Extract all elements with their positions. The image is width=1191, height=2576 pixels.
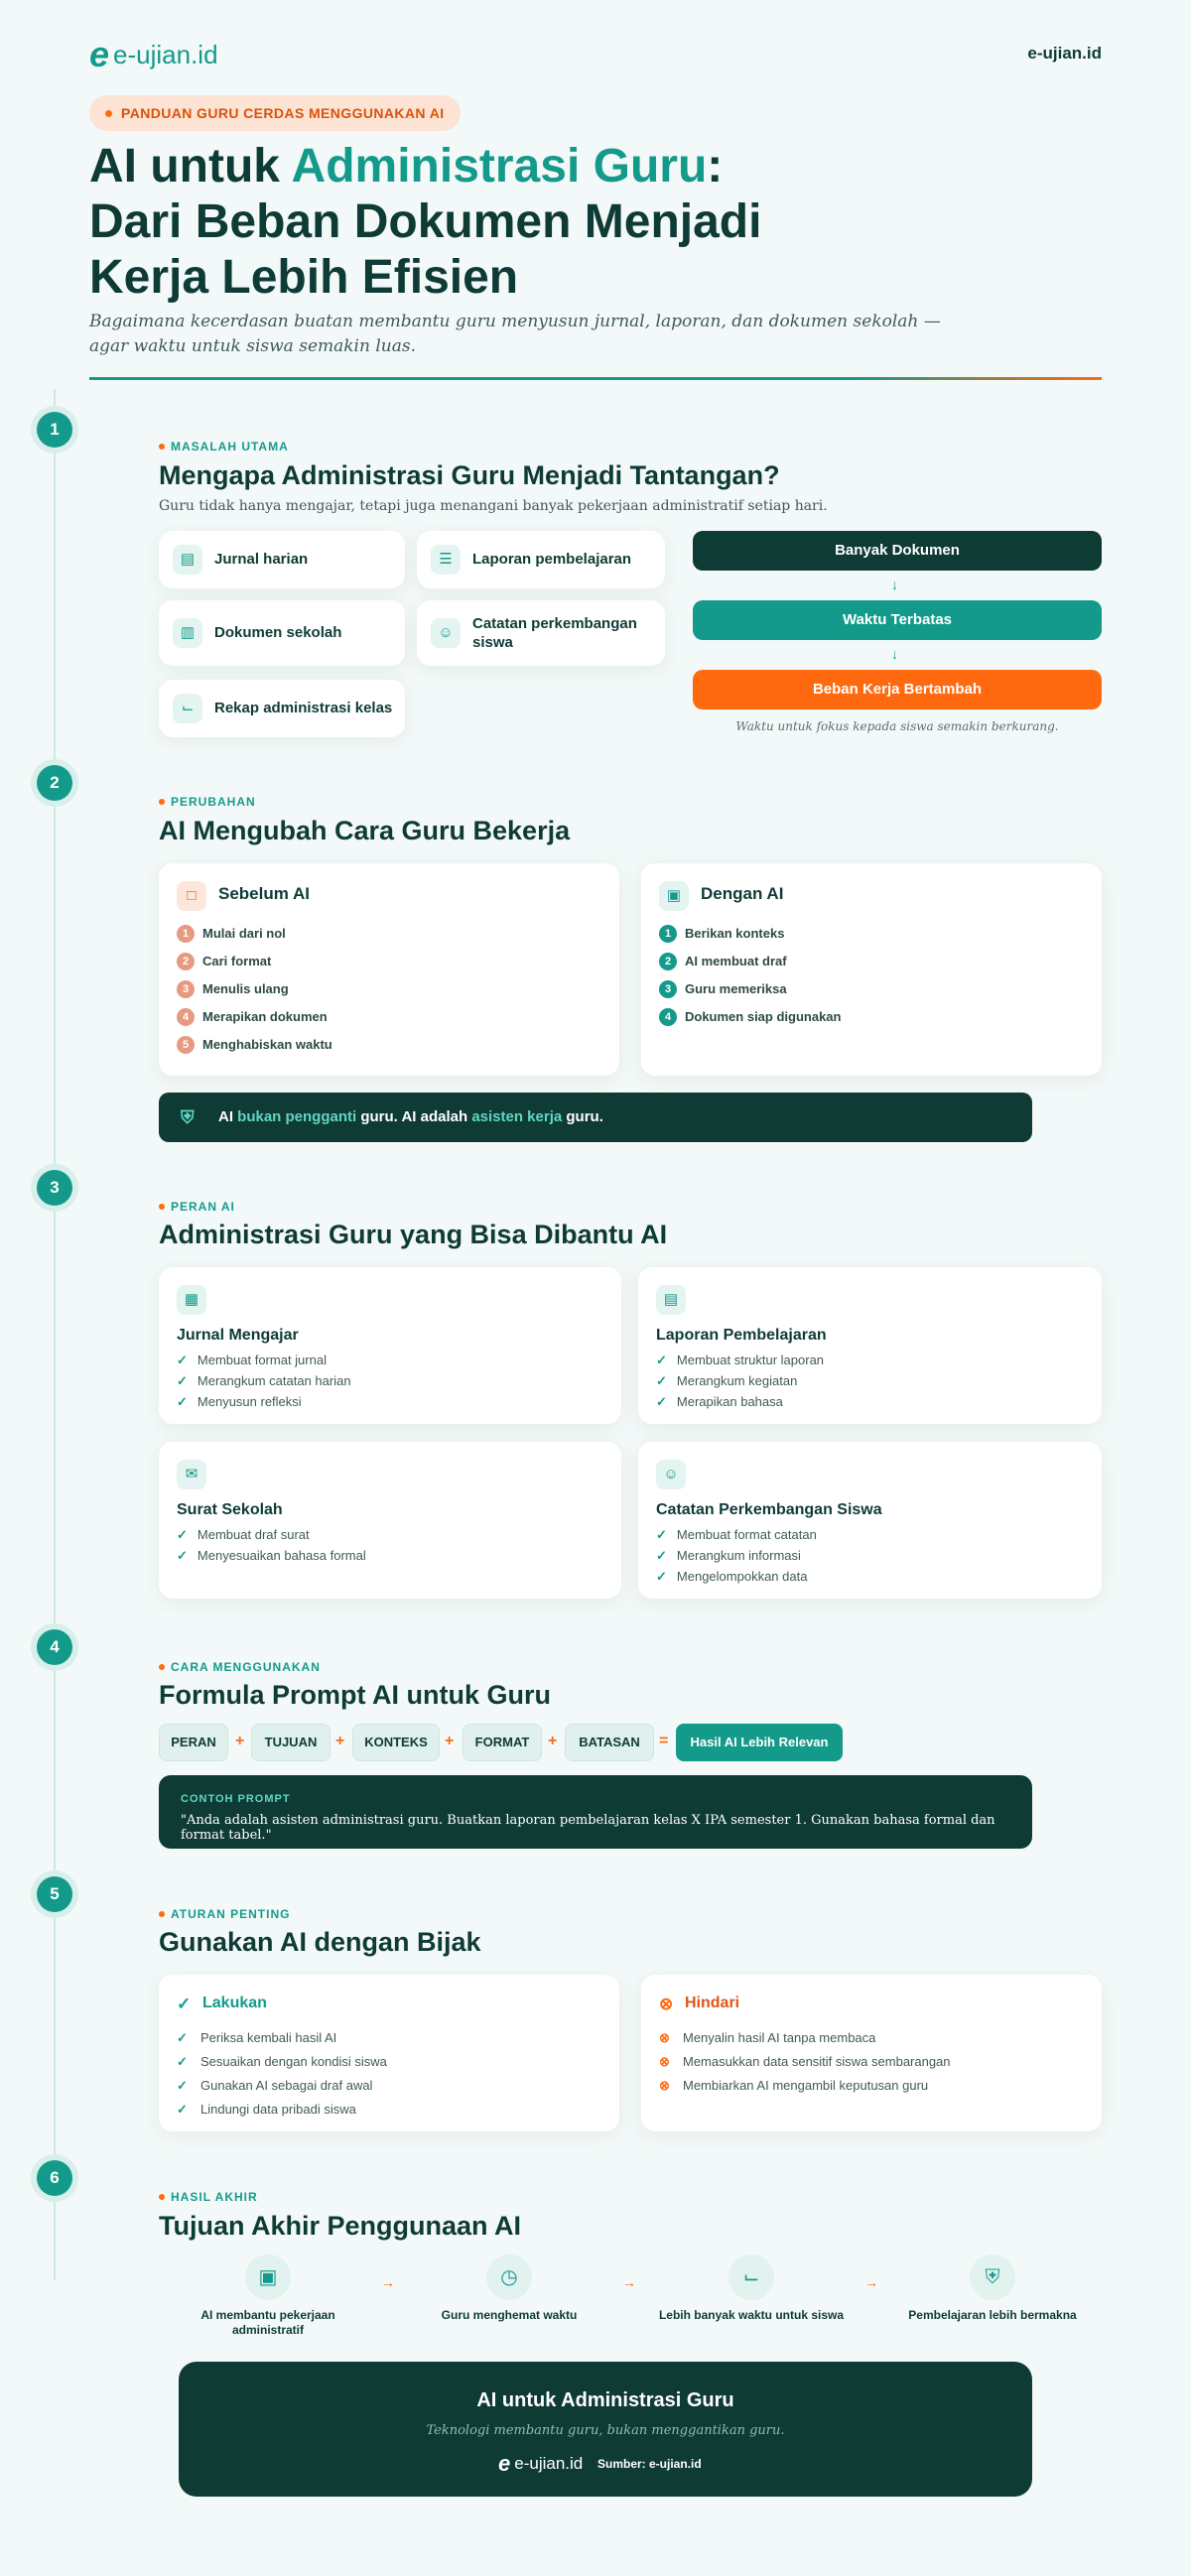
check-circle-icon: ✓	[177, 2078, 188, 2093]
footer-subtitle: Teknologi membantu guru, bukan menggantikan guru.	[426, 2423, 785, 2438]
step-badge-6: 6	[37, 2160, 72, 2196]
card-title: Lakukan	[202, 1995, 267, 2011]
title-highlight: Administrasi Guru	[291, 140, 708, 193]
formula-chip: FORMAT	[463, 1724, 542, 1761]
goal-label: Lebih banyak waktu untuk siswa	[658, 2308, 845, 2322]
card-title: Hindari	[685, 1995, 740, 2011]
footer-card	[179, 2362, 1032, 2497]
user-icon: ☺	[656, 1460, 686, 1489]
formula-result: Hasil AI Lebih Relevan	[676, 1724, 843, 1761]
step-label: Mulai dari nol	[202, 926, 286, 941]
rule-item: Membiarkan AI mengambil keputusan guru	[683, 2078, 929, 2093]
step-number: 1	[659, 925, 677, 943]
title-part: AI untuk	[89, 140, 292, 193]
role-card	[638, 1267, 1102, 1424]
task-card	[159, 531, 405, 588]
footer-logo[interactable]	[498, 2451, 583, 2477]
check-item: ✓ Merapikan bahasa	[656, 1394, 783, 1410]
task-card	[159, 600, 405, 666]
shield-check-icon: ⛨	[181, 1107, 195, 1127]
goal-label: Guru menghemat waktu	[441, 2308, 578, 2322]
card-title: Catatan Perkembangan Siswa	[656, 1501, 882, 1518]
formula-chip: BATASAN	[565, 1724, 654, 1761]
step-label: Merapikan dokumen	[202, 1009, 328, 1024]
down-arrow-icon: ↓	[891, 577, 898, 592]
x-circle-icon: ⊗	[659, 2054, 670, 2069]
step-label: Dokumen siap digunakan	[685, 1009, 842, 1024]
card-title: Sebelum AI	[218, 884, 310, 903]
plus-icon: +	[548, 1733, 558, 1749]
flow-caption: Waktu untuk fokus kepada siswa semakin berkurang.	[735, 719, 1059, 733]
logo-mark-icon: e	[498, 2451, 511, 2476]
down-arrow-icon: ↓	[891, 646, 898, 662]
section-4-kicker: CARA MENGGUNAKAN	[159, 1660, 321, 1674]
task-card	[159, 680, 405, 737]
step-badge-3: 3	[37, 1170, 72, 1206]
briefcase-icon: ▣	[245, 2254, 291, 2300]
task-card	[417, 531, 665, 588]
formula-chip: TUJUAN	[251, 1724, 331, 1761]
rule-item: Menyalin hasil AI tanpa membaca	[683, 2030, 876, 2045]
check-item: ✓ Membuat format catatan	[656, 1527, 817, 1543]
file-icon: ▤	[656, 1285, 686, 1315]
plus-icon: +	[445, 1733, 455, 1749]
goal-label: Pembelajaran lebih bermakna	[908, 2308, 1077, 2322]
card-title: Laporan Pembelajaran	[656, 1327, 827, 1344]
with-ai-card	[641, 863, 1102, 1076]
step-badge-2: 2	[37, 765, 72, 801]
section-5-title: Gunakan AI dengan Bijak	[159, 1927, 481, 1957]
logo-mark-icon: e	[89, 34, 110, 74]
x-circle-icon: ⊗	[659, 1995, 674, 2013]
chart-icon: ⌙	[173, 694, 202, 723]
right-arrow-icon: →	[864, 2274, 878, 2290]
step-number: 3	[177, 980, 195, 998]
list-icon: ☰	[431, 545, 461, 575]
doc-icon: ▥	[173, 618, 202, 648]
mail-icon: ✉	[177, 1460, 206, 1489]
title-line-2: Dari Beban Dokumen Menjadi	[89, 195, 762, 248]
section-3-title: Administrasi Guru yang Bisa Dibantu AI	[159, 1220, 668, 1249]
card-title: Jurnal Mengajar	[177, 1327, 299, 1344]
section-1-subtitle: Guru tidak hanya mengajar, tetapi juga menangani banyak pekerjaan administratif setiap hari.	[159, 498, 828, 514]
section-2-kicker: PERUBAHAN	[159, 795, 256, 809]
step-label: Berikan konteks	[685, 926, 785, 941]
right-arrow-icon: →	[381, 2274, 395, 2290]
plus-icon: +	[235, 1733, 245, 1749]
flow-step: Beban Kerja Bertambah	[693, 670, 1102, 709]
section-5-kicker: ATURAN PENTING	[159, 1907, 290, 1921]
step-label: Menghabiskan waktu	[202, 1037, 332, 1052]
step-number: 1	[177, 925, 195, 943]
briefcase-icon: ▣	[659, 881, 689, 911]
page-title	[89, 139, 983, 306]
check-circle-icon: ✓	[177, 2102, 188, 2117]
x-circle-icon: ⊗	[659, 2030, 670, 2045]
step-label: Cari format	[202, 954, 272, 968]
step-label: Guru memeriksa	[685, 981, 787, 996]
card-title: Surat Sekolah	[177, 1501, 283, 1518]
banner-text: guru.	[562, 1108, 603, 1125]
banner-text: AI	[218, 1108, 238, 1125]
footer-title: AI untuk Administrasi Guru	[476, 2389, 734, 2411]
role-card	[638, 1442, 1102, 1599]
check-circle-icon: ✓	[177, 2030, 188, 2045]
check-item: ✓ Membuat draf surat	[177, 1527, 310, 1543]
do-card	[159, 1975, 619, 2131]
logo[interactable]	[89, 34, 218, 74]
section-2-title: AI Mengubah Cara Guru Bekerja	[159, 816, 571, 845]
before-ai-card	[159, 863, 619, 1076]
ai-assistant-banner	[159, 1093, 1032, 1142]
hero-divider	[89, 377, 1102, 380]
step-label: Menulis ulang	[202, 981, 289, 996]
goal-label: AI membantu pekerjaan administratif	[200, 2308, 335, 2337]
section-1-title: Mengapa Administrasi Guru Menjadi Tantangan?	[159, 460, 780, 490]
guide-pill: PANDUAN GURU CERDAS MENGGUNAKAN AI	[89, 95, 461, 131]
task-card	[417, 600, 665, 666]
title-line-3: Kerja Lebih Efisien	[89, 251, 519, 304]
step-badge-1: 1	[37, 412, 72, 448]
footer-source: Sumber: e-ujian.id	[597, 2457, 702, 2471]
task-label: Jurnal harian	[214, 551, 309, 568]
rule-item: Memasukkan data sensitif siswa sembarangan	[683, 2054, 951, 2069]
clock-icon: ◷	[486, 2254, 532, 2300]
page-subtitle: Bagaimana kecerdasan buatan membantu guru menyusun jurnal, laporan, dan dokumen sekolah — agar waktu untuk siswa semakin luas.	[89, 312, 941, 356]
task-label: Catatan perkembangan siswa	[472, 615, 637, 651]
flow-step: Waktu Terbatas	[693, 600, 1102, 640]
check-circle-icon: ✓	[177, 2054, 188, 2069]
example-prompt-box	[159, 1775, 1032, 1849]
section-4-title: Formula Prompt AI untuk Guru	[159, 1680, 551, 1710]
check-circle-icon: ✓	[177, 1995, 192, 2013]
section-3-kicker: PERAN AI	[159, 1200, 235, 1214]
check-item: ✓ Membuat format jurnal	[177, 1352, 327, 1368]
step-label: AI membuat draf	[685, 954, 787, 968]
step-number: 4	[177, 1008, 195, 1026]
card-title: Dengan AI	[701, 884, 784, 903]
section-1-kicker: MASALAH UTAMA	[159, 440, 289, 453]
file-icon: ▤	[173, 545, 202, 575]
dont-card	[641, 1975, 1102, 2131]
check-item: ✓ Merangkum kegiatan	[656, 1373, 797, 1389]
calendar-icon: ▦	[177, 1285, 206, 1315]
check-item: ✓ Mengelompokkan data	[656, 1569, 807, 1585]
check-item: ✓ Menyesuaikan bahasa formal	[177, 1548, 366, 1564]
equals-icon: =	[659, 1733, 669, 1749]
banner-text: guru. AI adalah	[356, 1108, 472, 1125]
section-6-title: Tujuan Akhir Penggunaan AI	[159, 2211, 522, 2241]
plus-icon: +	[335, 1733, 345, 1749]
formula-chip: KONTEKS	[352, 1724, 440, 1761]
check-item: ✓ Merangkum informasi	[656, 1548, 801, 1564]
check-item: ✓ Merangkum catatan harian	[177, 1373, 351, 1389]
step-badge-4: 4	[37, 1629, 72, 1665]
logo-text: e-ujian.id	[514, 2454, 584, 2473]
role-card	[159, 1267, 621, 1424]
title-part: :	[707, 140, 724, 193]
example-text: "Anda adalah asisten administrasi guru. Buatkan laporan pembelajaran kelas X IPA semester 1. Gunakan bahasa formal dan format tabel."	[181, 1813, 995, 1843]
step-number: 5	[177, 1036, 195, 1054]
check-item: ✓ Membuat struktur laporan	[656, 1352, 824, 1368]
rule-item: Periksa kembali hasil AI	[200, 2030, 337, 2045]
section-6-kicker: HASIL AKHIR	[159, 2190, 258, 2204]
rule-item: Lindungi data pribadi siswa	[200, 2102, 356, 2117]
step-badge-5: 5	[37, 1876, 72, 1912]
rule-item: Gunakan AI sebagai draf awal	[200, 2078, 373, 2093]
step-number: 3	[659, 980, 677, 998]
user-notes-icon: ☺	[431, 618, 461, 648]
header-site-link[interactable]: e-ujian.id	[1027, 44, 1102, 63]
step-number: 2	[177, 953, 195, 970]
flow-step: Banyak Dokumen	[693, 531, 1102, 571]
example-label: CONTOH PROMPT	[181, 1793, 291, 1805]
role-card	[159, 1442, 621, 1599]
x-circle-icon: ⊗	[659, 2078, 670, 2093]
task-label: Rekap administrasi kelas	[214, 700, 393, 716]
task-label: Dokumen sekolah	[214, 624, 342, 641]
check-item: ✓ Menyusun refleksi	[177, 1394, 302, 1410]
task-label: Laporan pembelajaran	[472, 551, 632, 568]
right-arrow-icon: →	[622, 2274, 636, 2290]
logo-text: e-ujian.id	[113, 39, 218, 69]
shield-check-icon: ⛨	[970, 2254, 1015, 2300]
timeline-line	[54, 389, 56, 2280]
formula-chip: PERAN	[159, 1724, 228, 1761]
banner-highlight: bukan pengganti	[237, 1108, 357, 1125]
banner-highlight: asisten kerja	[471, 1108, 563, 1125]
rule-item: Sesuaikan dengan kondisi siswa	[200, 2054, 387, 2069]
square-icon: □	[177, 881, 206, 911]
chart-icon: ⌙	[728, 2254, 774, 2300]
step-number: 4	[659, 1008, 677, 1026]
step-number: 2	[659, 953, 677, 970]
